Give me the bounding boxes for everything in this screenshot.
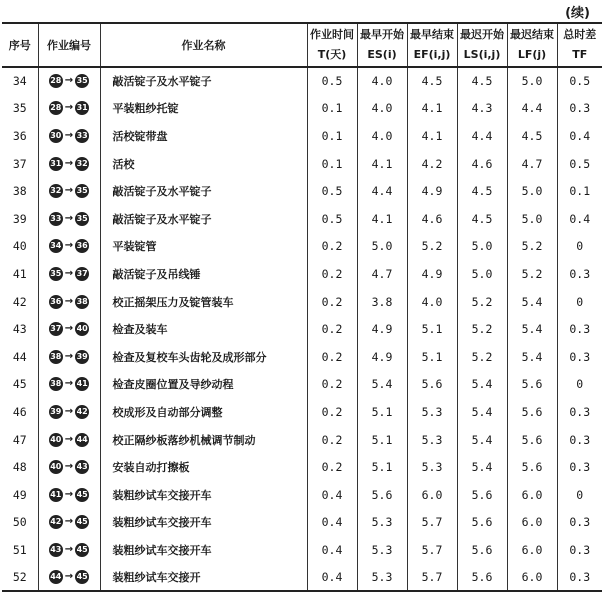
row-activity-code — [38, 426, 100, 454]
header-seq: 序号 — [2, 23, 38, 67]
table-row — [2, 343, 602, 371]
row-es: 4.4 — [357, 177, 407, 205]
row-duration: 0.2 — [307, 398, 357, 426]
row-activity-name: 安装自动打擦板 — [100, 453, 307, 481]
row-lf: 5.6 — [507, 453, 557, 481]
to-node-circle: 43 — [75, 460, 89, 474]
arrow-icon: → — [64, 543, 74, 555]
to-node-circle: 36 — [75, 239, 89, 253]
row-lf: 5.4 — [507, 315, 557, 343]
to-node-circle: 44 — [75, 433, 89, 447]
row-ls: 4.3 — [457, 95, 507, 123]
row-activity-name: 敲活锭子及水平锭子 — [100, 177, 307, 205]
from-node-circle: 40 — [49, 433, 63, 447]
from-node-circle: 40 — [49, 460, 63, 474]
row-tf: 0.3 — [569, 542, 591, 557]
row-ef: 5.1 — [407, 315, 457, 343]
row-lf: 5.0 — [507, 177, 557, 205]
row-activity-code — [38, 371, 100, 399]
row-duration: 0.2 — [307, 343, 357, 371]
row-activity-code — [38, 205, 100, 233]
row-tf: 0.3 — [557, 564, 602, 592]
row-ls: 5.0 — [457, 233, 507, 261]
row-activity-code — [38, 95, 100, 123]
row-es: 4.0 — [357, 67, 407, 95]
row-activity-name: 敲活锭子及吊线锤 — [100, 260, 307, 288]
row-lf: 5.6 — [507, 371, 557, 399]
row-lf: 5.2 — [507, 260, 557, 288]
row-seq: 50 — [2, 509, 38, 537]
row-ef: 5.7 — [407, 536, 457, 564]
header-duration — [307, 23, 357, 67]
table-row — [2, 233, 602, 261]
row-activity-code — [38, 315, 100, 343]
row-activity-name: 检查及复校车头齿轮及成形部分 — [100, 343, 307, 371]
row-ls: 4.5 — [457, 177, 507, 205]
row-duration: 0.1 — [307, 122, 357, 150]
row-seq: 36 — [2, 122, 38, 150]
row-es: 5.1 — [357, 426, 407, 454]
row-tf: 0.1 — [569, 184, 591, 199]
row-seq: 38 — [2, 177, 38, 205]
row-ef: 5.2 — [407, 233, 457, 261]
arrow-icon: → — [64, 570, 74, 582]
row-ef: 4.1 — [407, 95, 457, 123]
header-es-title: 最早开始 — [360, 28, 404, 41]
row-tf: 0.4 — [569, 128, 591, 143]
row-es: 5.3 — [357, 536, 407, 564]
row-ls: 5.2 — [457, 343, 507, 371]
table-row — [2, 536, 602, 564]
row-activity-name: 平装锭管 — [100, 233, 307, 261]
row-activity-name: 装粗纱试车交接开车 — [100, 509, 307, 537]
row-ef: 4.6 — [407, 205, 457, 233]
row-activity-name: 校正隔纱板落纱机械调节制动 — [100, 426, 307, 454]
arrow-icon: → — [64, 405, 74, 417]
row-activity-code — [38, 536, 100, 564]
from-node-circle: 32 — [49, 184, 63, 198]
from-node-circle: 37 — [49, 322, 63, 336]
row-duration: 0.2 — [307, 233, 357, 261]
row-es: 4.1 — [357, 205, 407, 233]
header-ls — [457, 23, 507, 67]
table-row — [2, 564, 602, 592]
row-lf: 5.0 — [507, 205, 557, 233]
header-ef-title: 最早结束 — [410, 28, 454, 41]
row-ls: 5.6 — [457, 564, 507, 592]
row-ef: 5.3 — [407, 453, 457, 481]
to-node-circle: 35 — [75, 74, 89, 88]
row-es: 5.3 — [357, 564, 407, 592]
row-activity-code — [38, 67, 100, 95]
header-ef — [407, 23, 457, 67]
row-activity-name: 校正摇架压力及锭管装车 — [100, 288, 307, 316]
row-es: 5.0 — [357, 233, 407, 261]
header-lf — [507, 23, 557, 67]
row-lf: 5.2 — [507, 233, 557, 261]
table-row — [2, 260, 602, 288]
arrow-icon: → — [64, 157, 74, 169]
row-activity-code — [38, 233, 100, 261]
table-row — [2, 288, 602, 316]
row-activity-name: 校成形及自动部分调整 — [100, 398, 307, 426]
row-tf: 0.3 — [569, 432, 591, 447]
arrow-icon: → — [64, 488, 74, 500]
arrow-icon: → — [64, 102, 74, 114]
row-duration: 0.2 — [307, 371, 357, 399]
header-lf-symbol: LF(j) — [517, 48, 547, 61]
row-seq: 52 — [2, 564, 38, 592]
row-lf: 6.0 — [507, 536, 557, 564]
network-schedule-table — [2, 22, 602, 592]
row-activity-name: 装粗纱试车交接开车 — [100, 481, 307, 509]
row-activity-code — [38, 564, 100, 592]
row-duration: 0.4 — [307, 509, 357, 537]
row-ef: 5.7 — [407, 564, 457, 592]
to-node-circle: 39 — [75, 350, 89, 364]
row-ef: 4.0 — [407, 288, 457, 316]
row-activity-name: 检查及装车 — [100, 315, 307, 343]
row-es: 4.9 — [357, 343, 407, 371]
row-lf: 4.5 — [507, 122, 557, 150]
arrow-icon: → — [64, 350, 74, 362]
row-seq: 49 — [2, 481, 38, 509]
to-node-circle: 37 — [75, 267, 89, 281]
row-tf: 0.5 — [569, 156, 591, 171]
row-ef: 4.2 — [407, 150, 457, 178]
arrow-icon: → — [64, 295, 74, 307]
row-duration: 0.4 — [307, 564, 357, 592]
row-seq: 37 — [2, 150, 38, 178]
arrow-icon: → — [64, 75, 74, 87]
row-duration: 0.1 — [307, 150, 357, 178]
row-lf: 4.4 — [507, 95, 557, 123]
row-tf: 0.5 — [569, 74, 591, 89]
from-node-circle: 33 — [49, 212, 63, 226]
to-node-circle: 45 — [75, 543, 89, 557]
row-tf: 0.3 — [569, 460, 591, 475]
row-activity-code — [38, 288, 100, 316]
row-activity-code — [38, 481, 100, 509]
header-es — [357, 23, 407, 67]
row-activity-name: 活校锭带盘 — [100, 122, 307, 150]
arrow-icon: → — [64, 267, 74, 279]
row-ls: 5.4 — [457, 453, 507, 481]
header-lf-title: 最迟结束 — [510, 28, 554, 41]
row-ls: 5.6 — [457, 481, 507, 509]
row-seq: 46 — [2, 398, 38, 426]
row-es: 5.4 — [357, 371, 407, 399]
row-ls: 4.5 — [457, 67, 507, 95]
row-es: 5.1 — [357, 398, 407, 426]
row-activity-name: 敲活锭子及水平锭子 — [100, 205, 307, 233]
row-tf: 0.3 — [569, 515, 591, 530]
row-activity-code — [38, 150, 100, 178]
from-node-circle: 38 — [49, 350, 63, 364]
header-es-symbol: ES(i) — [367, 48, 397, 61]
table-body — [2, 67, 602, 591]
row-lf: 6.0 — [507, 509, 557, 537]
header-duration-title: 作业时间 — [310, 28, 354, 41]
row-ef: 5.7 — [407, 509, 457, 537]
row-activity-name: 检查皮圈位置及导纱动程 — [100, 371, 307, 399]
row-tf: 0.4 — [569, 211, 591, 226]
arrow-icon: → — [64, 212, 74, 224]
table-row — [2, 150, 602, 178]
header-ls-title: 最迟开始 — [460, 28, 504, 41]
table-row — [2, 426, 602, 454]
from-node-circle: 39 — [49, 405, 63, 419]
row-ls: 5.2 — [457, 288, 507, 316]
from-node-circle: 38 — [49, 377, 63, 391]
table-row — [2, 371, 602, 399]
header-ef-symbol: EF(i,j) — [413, 48, 451, 61]
row-activity-name: 活校 — [100, 150, 307, 178]
row-lf: 5.6 — [507, 398, 557, 426]
row-tf: 0.3 — [569, 322, 591, 337]
row-seq: 48 — [2, 453, 38, 481]
row-duration: 0.4 — [307, 536, 357, 564]
row-es: 3.8 — [357, 288, 407, 316]
row-activity-name: 平装粗纱托锭 — [100, 95, 307, 123]
row-seq: 45 — [2, 371, 38, 399]
to-node-circle: 38 — [75, 295, 89, 309]
from-node-circle: 41 — [49, 488, 63, 502]
from-node-circle: 35 — [49, 267, 63, 281]
row-lf: 5.0 — [507, 67, 557, 95]
row-activity-code — [38, 453, 100, 481]
from-node-circle: 42 — [49, 515, 63, 529]
to-node-circle: 40 — [75, 322, 89, 336]
row-ef: 4.1 — [407, 122, 457, 150]
from-node-circle: 43 — [49, 543, 63, 557]
row-ef: 5.6 — [407, 371, 457, 399]
row-duration: 0.2 — [307, 260, 357, 288]
row-ef: 6.0 — [407, 481, 457, 509]
row-activity-code — [38, 509, 100, 537]
arrow-icon: → — [64, 433, 74, 445]
table-row — [2, 398, 602, 426]
row-duration: 0.1 — [307, 95, 357, 123]
from-node-circle: 28 — [49, 74, 63, 88]
arrow-icon: → — [64, 129, 74, 141]
table-row — [2, 95, 602, 123]
row-ef: 4.9 — [407, 260, 457, 288]
row-activity-code — [38, 177, 100, 205]
row-seq: 35 — [2, 95, 38, 123]
from-node-circle: 28 — [49, 101, 63, 115]
arrow-icon: → — [64, 185, 74, 197]
row-ef: 5.3 — [407, 398, 457, 426]
header-row — [2, 23, 602, 67]
row-lf: 5.4 — [507, 288, 557, 316]
row-duration: 0.2 — [307, 288, 357, 316]
from-node-circle: 36 — [49, 295, 63, 309]
header-name: 作业名称 — [100, 23, 307, 67]
row-seq: 34 — [2, 67, 38, 95]
row-lf: 5.4 — [507, 343, 557, 371]
row-ef: 5.1 — [407, 343, 457, 371]
arrow-icon: → — [64, 323, 74, 335]
arrow-icon: → — [64, 378, 74, 390]
row-activity-name: 敲活锭子及水平锭子 — [100, 67, 307, 95]
table-row — [2, 205, 602, 233]
row-ls: 5.6 — [457, 509, 507, 537]
to-node-circle: 45 — [75, 488, 89, 502]
from-node-circle: 31 — [49, 157, 63, 171]
row-activity-code — [38, 398, 100, 426]
row-tf: 0 — [576, 294, 584, 309]
row-es: 5.3 — [357, 509, 407, 537]
header-tf-title: 总时差 — [563, 28, 597, 41]
header-tf — [557, 23, 602, 67]
table-row — [2, 67, 602, 95]
table-row — [2, 481, 602, 509]
row-ef: 4.5 — [407, 67, 457, 95]
to-node-circle: 33 — [75, 129, 89, 143]
header-code: 作业编号 — [38, 23, 100, 67]
row-duration: 0.2 — [307, 426, 357, 454]
row-ls: 5.4 — [457, 371, 507, 399]
from-node-circle: 44 — [49, 570, 63, 584]
to-node-circle: 35 — [75, 212, 89, 226]
row-ls: 4.5 — [457, 205, 507, 233]
row-activity-code — [38, 260, 100, 288]
row-duration: 0.2 — [307, 315, 357, 343]
arrow-icon: → — [64, 461, 74, 473]
to-node-circle: 42 — [75, 405, 89, 419]
row-ls: 5.6 — [457, 536, 507, 564]
row-tf: 0 — [576, 239, 584, 254]
to-node-circle: 35 — [75, 184, 89, 198]
row-seq: 39 — [2, 205, 38, 233]
row-tf: 0.3 — [569, 266, 591, 281]
row-lf: 6.0 — [507, 481, 557, 509]
table-row — [2, 315, 602, 343]
row-tf: 0.3 — [569, 349, 591, 364]
row-duration: 0.5 — [307, 205, 357, 233]
row-es: 4.9 — [357, 315, 407, 343]
to-node-circle: 41 — [75, 377, 89, 391]
to-node-circle: 31 — [75, 101, 89, 115]
row-duration: 0.5 — [307, 177, 357, 205]
row-seq: 42 — [2, 288, 38, 316]
row-ls: 4.6 — [457, 150, 507, 178]
row-tf: 0 — [576, 377, 584, 392]
table-row — [2, 509, 602, 537]
to-node-circle: 45 — [75, 515, 89, 529]
row-seq: 41 — [2, 260, 38, 288]
row-seq: 47 — [2, 426, 38, 454]
row-lf: 6.0 — [507, 564, 557, 592]
row-seq: 43 — [2, 315, 38, 343]
row-ef: 5.3 — [407, 426, 457, 454]
row-activity-name: 装粗纱试车交接开车 — [100, 536, 307, 564]
row-es: 4.1 — [357, 150, 407, 178]
row-es: 5.1 — [357, 453, 407, 481]
row-lf: 5.6 — [507, 426, 557, 454]
row-tf: 0 — [576, 487, 584, 502]
row-es: 4.0 — [357, 95, 407, 123]
row-es: 4.7 — [357, 260, 407, 288]
row-es: 5.6 — [357, 481, 407, 509]
to-node-circle: 32 — [75, 157, 89, 171]
to-node-circle: 45 — [75, 570, 89, 584]
row-ef: 4.9 — [407, 177, 457, 205]
from-node-circle: 34 — [49, 239, 63, 253]
arrow-icon: → — [64, 516, 74, 528]
row-ls: 5.4 — [457, 426, 507, 454]
header-tf-symbol: TF — [572, 48, 588, 61]
row-lf: 4.7 — [507, 150, 557, 178]
row-duration: 0.4 — [307, 481, 357, 509]
table-row — [2, 453, 602, 481]
row-es: 4.0 — [357, 122, 407, 150]
row-seq: 44 — [2, 343, 38, 371]
row-ls: 5.4 — [457, 398, 507, 426]
row-seq: 40 — [2, 233, 38, 261]
table-row — [2, 177, 602, 205]
continued-label: (续) — [565, 6, 590, 21]
row-seq: 51 — [2, 536, 38, 564]
row-activity-name: 装粗纱试车交接开 — [100, 564, 307, 592]
row-duration: 0.2 — [307, 453, 357, 481]
row-activity-code — [38, 343, 100, 371]
row-tf: 0.3 — [569, 404, 591, 419]
arrow-icon: → — [64, 240, 74, 252]
row-ls: 5.0 — [457, 260, 507, 288]
row-activity-code — [38, 122, 100, 150]
row-tf: 0.3 — [569, 101, 591, 116]
header-duration-unit: T(天) — [317, 48, 347, 61]
header-ls-symbol: LS(i,j) — [463, 48, 501, 61]
row-ls: 4.4 — [457, 122, 507, 150]
row-ls: 5.2 — [457, 315, 507, 343]
row-duration: 0.5 — [307, 67, 357, 95]
from-node-circle: 30 — [49, 129, 63, 143]
table-row — [2, 122, 602, 150]
